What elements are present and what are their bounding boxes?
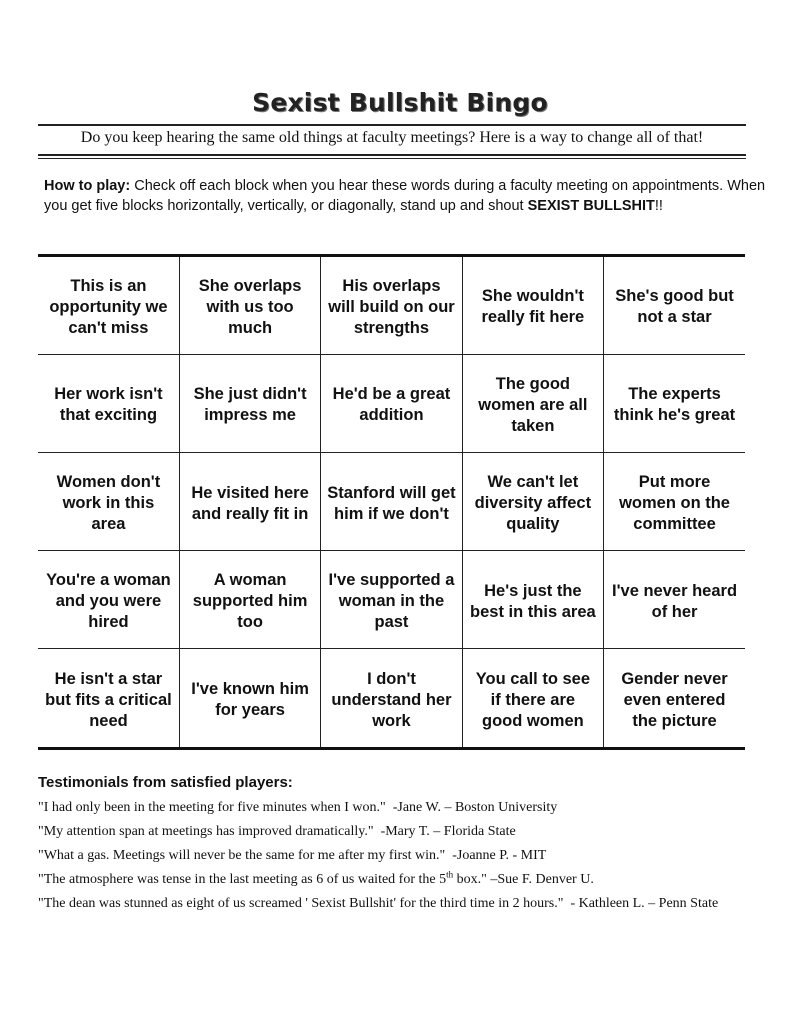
how-to-play [44,176,774,216]
testimonial-quote: "I had only been in the meeting for five minutes when I won." [38,800,386,815]
title-rule-bottom-thin [38,158,746,159]
bingo-cell[interactable]: She's good but not a star [604,257,745,354]
bingo-cell[interactable]: I don't understand her work [321,649,462,749]
how-to-play-text: Check off each block when you hear these words during a faculty meeting on appointments. When you get five blocks horizontally, vertically, or diagonally, stand up and shout [44,178,766,214]
bingo-row [38,453,745,551]
bingo-cell[interactable]: Her work isn't that exciting [38,354,179,452]
bingo-cell[interactable]: Put more women on the committee [604,453,745,551]
bingo-cell[interactable]: We can't let diversity affect quality [462,453,603,551]
bingo-cell[interactable]: I've supported a woman in the past [321,551,462,649]
testimonial-attribution: –Sue F. Denver U. [490,872,594,887]
bingo-row [38,551,745,649]
testimonials-heading: Testimonials from satisfied players: [38,774,293,791]
superscript: th [446,869,454,880]
testimonial-quote: "The dean was stunned as eight of us screamed ' Sexist Bullshit' for the third time in 2 hours." [38,896,564,911]
bingo-cell[interactable]: She overlaps with us too much [179,257,320,354]
how-to-play-end: !! [654,198,663,214]
testimonial-quote: "My attention span at meetings has improved dramatically." [38,824,374,839]
bingo-cell[interactable]: The experts think he's great [604,354,745,452]
bingo-cell[interactable]: I've known him for years [179,649,320,749]
bingo-cell[interactable]: Women don't work in this area [38,453,179,551]
bingo-row [38,257,745,354]
bingo-cell[interactable]: A woman supported him too [179,551,320,649]
bingo-cell[interactable]: Stanford will get him if we don't [321,453,462,551]
testimonial-attribution: -Jane W. – Boston University [392,800,558,815]
testimonial-quote: "The atmosphere was tense in the last meeting as 6 of us waited for the 5 [38,872,447,887]
testimonial [38,824,738,840]
how-to-play-shout: SEXIST BULLSHIT [527,198,655,214]
title-rule-top [38,124,746,126]
bingo-cell[interactable]: You're a woman and you were hired [38,551,179,649]
how-to-play-label: How to play: [44,178,131,194]
bingo-cell[interactable]: This is an opportunity we can't miss [38,257,179,354]
bingo-card [38,257,745,750]
testimonial-attribution: - Kathleen L. – Penn State [570,896,719,911]
title-rule-bottom [38,154,746,156]
subtitle: Do you keep hearing the same old things at faculty meetings? Here is a way to change all of that! [80,129,704,146]
bingo-cell[interactable]: He's just the best in this area [462,551,603,649]
testimonial-quote-end: box." [453,872,487,887]
testimonial [38,800,738,816]
bingo-cell[interactable]: Gender never even entered the picture [604,649,745,749]
bingo-cell[interactable]: His overlaps will build on our strengths [321,257,462,354]
bingo-cell[interactable]: The good women are all taken [462,354,603,452]
bingo-cell[interactable]: I've never heard of her [604,551,745,649]
bingo-cell[interactable]: You call to see if there are good women [462,649,603,749]
bingo-cell[interactable]: He isn't a star but fits a critical need [38,649,179,749]
page-title: Sexist Bullshit Bingo [252,88,548,117]
testimonial-attribution: -Mary T. – Florida State [380,824,516,839]
testimonial [38,848,738,864]
bingo-cell[interactable]: He visited here and really fit in [179,453,320,551]
bingo-row [38,649,745,749]
testimonial-quote: "What a gas. Meetings will never be the same for me after my first win." [38,848,446,863]
bingo-cell[interactable]: She wouldn't really fit here [462,257,603,354]
bingo-row [38,354,745,452]
bingo-cell[interactable]: He'd be a great addition [321,354,462,452]
testimonials-list [38,800,738,920]
bingo-cell[interactable]: She just didn't impress me [179,354,320,452]
testimonial-attribution: -Joanne P. - MIT [452,848,547,863]
testimonial [38,896,738,912]
testimonial [38,869,738,888]
